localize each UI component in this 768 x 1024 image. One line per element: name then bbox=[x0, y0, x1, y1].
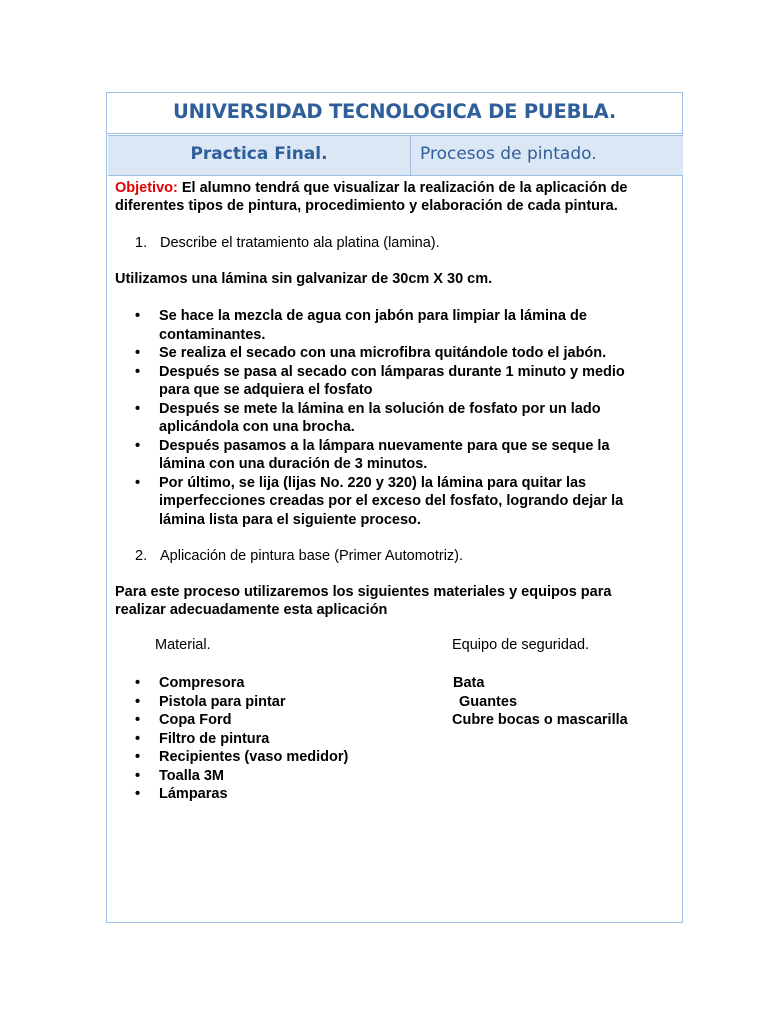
section2-heading bbox=[115, 547, 675, 565]
material-item: • Copa Ford bbox=[115, 711, 435, 730]
safety-heading: Equipo de seguridad. bbox=[452, 637, 590, 653]
objective-line-2: diferentes tipos de pintura, procedimiento y elaboración de cada pintura. bbox=[115, 198, 618, 214]
treatment-step bbox=[115, 344, 675, 363]
treatment-step-line: contaminantes. bbox=[159, 326, 266, 343]
safety-list bbox=[452, 674, 682, 730]
section2-intro-1: Para este proceso utilizaremos los siguientes materiales y equipos para bbox=[115, 584, 612, 600]
practice-label: Practica Final. bbox=[190, 144, 328, 164]
treatment-step bbox=[115, 400, 675, 437]
section1-heading-text: Describe el tratamiento ala platina (lamina). bbox=[160, 235, 440, 251]
material-item: • Filtro de pintura bbox=[115, 730, 435, 749]
document-title: UNIVERSIDAD TECNOLOGICA DE PUEBLA. bbox=[172, 100, 617, 123]
treatment-step-line: para que se adquiera el fosfato bbox=[159, 382, 373, 398]
material-item: • Toalla 3M bbox=[115, 767, 435, 786]
title-row bbox=[107, 93, 682, 134]
safety-item: Guantes bbox=[459, 693, 518, 710]
section1-intro: Utilizamos una lámina sin galvanizar de 30cm X 30 cm. bbox=[115, 271, 493, 287]
treatment-step-line: imperfecciones creadas por el exceso del fosfato, logrando dejar la bbox=[159, 493, 624, 509]
section2-intro-2: realizar adecuadamente esta aplicación bbox=[115, 602, 388, 618]
material-item: • Pistola para pintar bbox=[115, 693, 435, 712]
treatment-step-line: • Se hace la mezcla de agua con jabón para limpiar la lámina de bbox=[159, 308, 587, 324]
document-body bbox=[115, 179, 675, 802]
treatment-step-line: • Por último, se lija (lijas No. 220 y 320) la lámina para quitar las bbox=[159, 474, 587, 491]
section2-heading-text: Aplicación de pintura base (Primer Automotriz). bbox=[160, 548, 464, 564]
topic-label: Procesos de pintado. bbox=[420, 144, 597, 164]
treatment-step-line: lámina con una duración de 3 minutos. bbox=[159, 456, 428, 472]
material-item: • Lámparas bbox=[115, 785, 435, 804]
treatment-step-line: • Se realiza el secado con una microfibra quitándole todo el jabón. bbox=[159, 345, 607, 361]
treatment-steps-list bbox=[115, 307, 675, 529]
treatment-step-line: • Después pasamos a la lámpara nuevamente para que se seque la bbox=[159, 437, 610, 454]
materials-column bbox=[115, 636, 435, 804]
safety-column bbox=[452, 636, 682, 730]
material-item: • Compresora bbox=[115, 674, 435, 693]
section1-heading bbox=[115, 234, 675, 252]
treatment-step-line: aplicándola con una brocha. bbox=[159, 419, 355, 435]
safety-item: Bata bbox=[453, 675, 485, 691]
section2-number: 2. bbox=[135, 548, 148, 564]
materials-columns bbox=[115, 636, 675, 802]
topic-cell bbox=[420, 136, 597, 175]
material-item: • Recipientes (vaso medidor) bbox=[115, 748, 435, 767]
safety-item: Cubre bocas o mascarilla bbox=[452, 712, 628, 728]
materials-list bbox=[115, 674, 435, 804]
material-heading: Material. bbox=[155, 637, 211, 653]
treatment-step-line: • Después se pasa al secado con lámparas durante 1 minuto y medio bbox=[159, 363, 625, 380]
header-row bbox=[108, 135, 683, 176]
practice-cell bbox=[108, 136, 411, 175]
treatment-step bbox=[115, 363, 675, 400]
treatment-step-line: • Después se mete la lámina en la solución de fosfato por un lado bbox=[159, 400, 601, 417]
treatment-step-line: lámina lista para el siguiente proceso. bbox=[159, 511, 421, 528]
document-frame bbox=[106, 92, 683, 923]
objective-text-1: El alumno tendrá que visualizar la realización de la aplicación de bbox=[181, 180, 628, 196]
objective-label: Objetivo: bbox=[115, 180, 178, 196]
section1-number: 1. bbox=[135, 235, 148, 251]
objective-line-1 bbox=[115, 179, 675, 197]
treatment-step bbox=[115, 437, 675, 474]
treatment-step bbox=[115, 474, 675, 530]
treatment-step bbox=[115, 307, 675, 344]
